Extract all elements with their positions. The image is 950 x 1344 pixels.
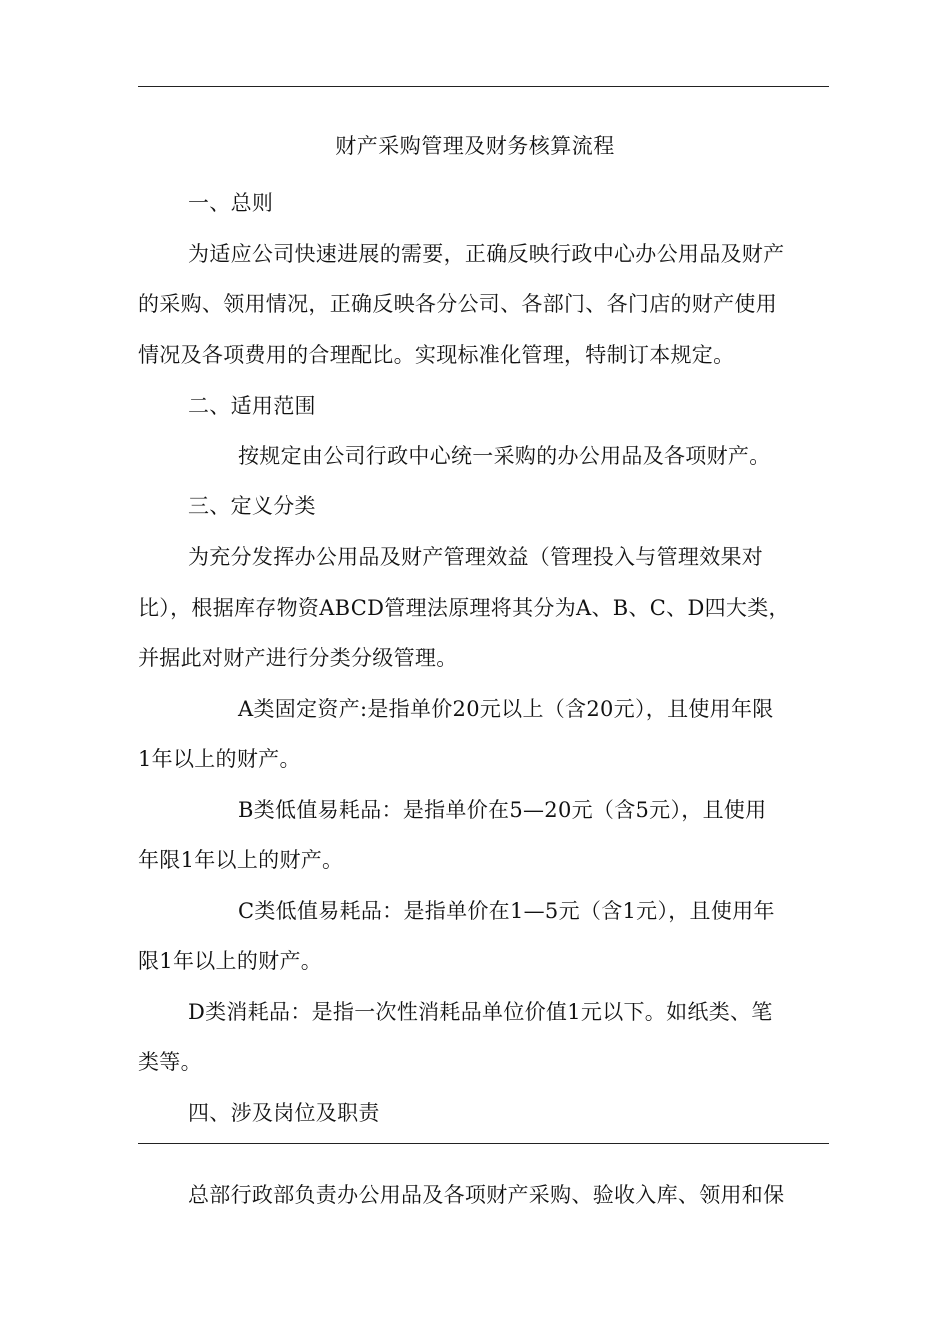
paragraph-line: 并据此对财产进行分类分级管理。 <box>138 646 458 670</box>
class-c-line: 限1年以上的财产。 <box>138 949 323 973</box>
class-a-line: 1年以上的财产。 <box>138 747 301 771</box>
section-heading-scope: 二、适用范围 <box>188 394 316 418</box>
paragraph-line: 为适应公司快速进展的需要，正确反映行政中心办公用品及财产 <box>188 242 785 266</box>
section-heading-positions: 四、涉及岗位及职责 <box>188 1101 380 1125</box>
class-a-line: A类固定资产:是指单价20元以上（含20元），且使用年限 <box>238 697 774 721</box>
paragraph-line: 总部行政部负责办公用品及各项财产采购、验收入库、领用和保 <box>188 1183 785 1207</box>
top-divider <box>138 86 829 87</box>
class-c-line: C类低值易耗品：是指单价在1—5元（含1元），且使用年 <box>238 899 775 923</box>
paragraph-line: 为充分发挥办公用品及财产管理效益（管理投入与管理效果对 <box>188 545 764 569</box>
paragraph-line: 情况及各项费用的合理配比。实现标准化管理，特制订本规定。 <box>138 343 735 367</box>
paragraph-line: 比），根据库存物资ABCD管理法原理将其分为A、B、C、D四大类， <box>138 596 790 620</box>
document-title: 财产采购管理及财务核算流程 <box>335 134 615 158</box>
paragraph-line: 的采购、领用情况，正确反映各分公司、各部门、各门店的财产使用 <box>138 292 777 316</box>
class-b-line: B类低值易耗品：是指单价在5—20元（含5元），且使用 <box>238 798 767 822</box>
paragraph-line: 按规定由公司行政中心统一采购的办公用品及各项财产。 <box>238 444 771 468</box>
class-d-line: 类等。 <box>138 1050 202 1074</box>
class-d-line: D类消耗品：是指一次性消耗品单位价值1元以下。如纸类、笔 <box>188 1000 773 1024</box>
section-heading-classification: 三、定义分类 <box>188 494 316 518</box>
class-b-line: 年限1年以上的财产。 <box>138 848 344 872</box>
section-heading-general: 一、总则 <box>188 191 274 215</box>
bottom-divider <box>138 1143 829 1144</box>
